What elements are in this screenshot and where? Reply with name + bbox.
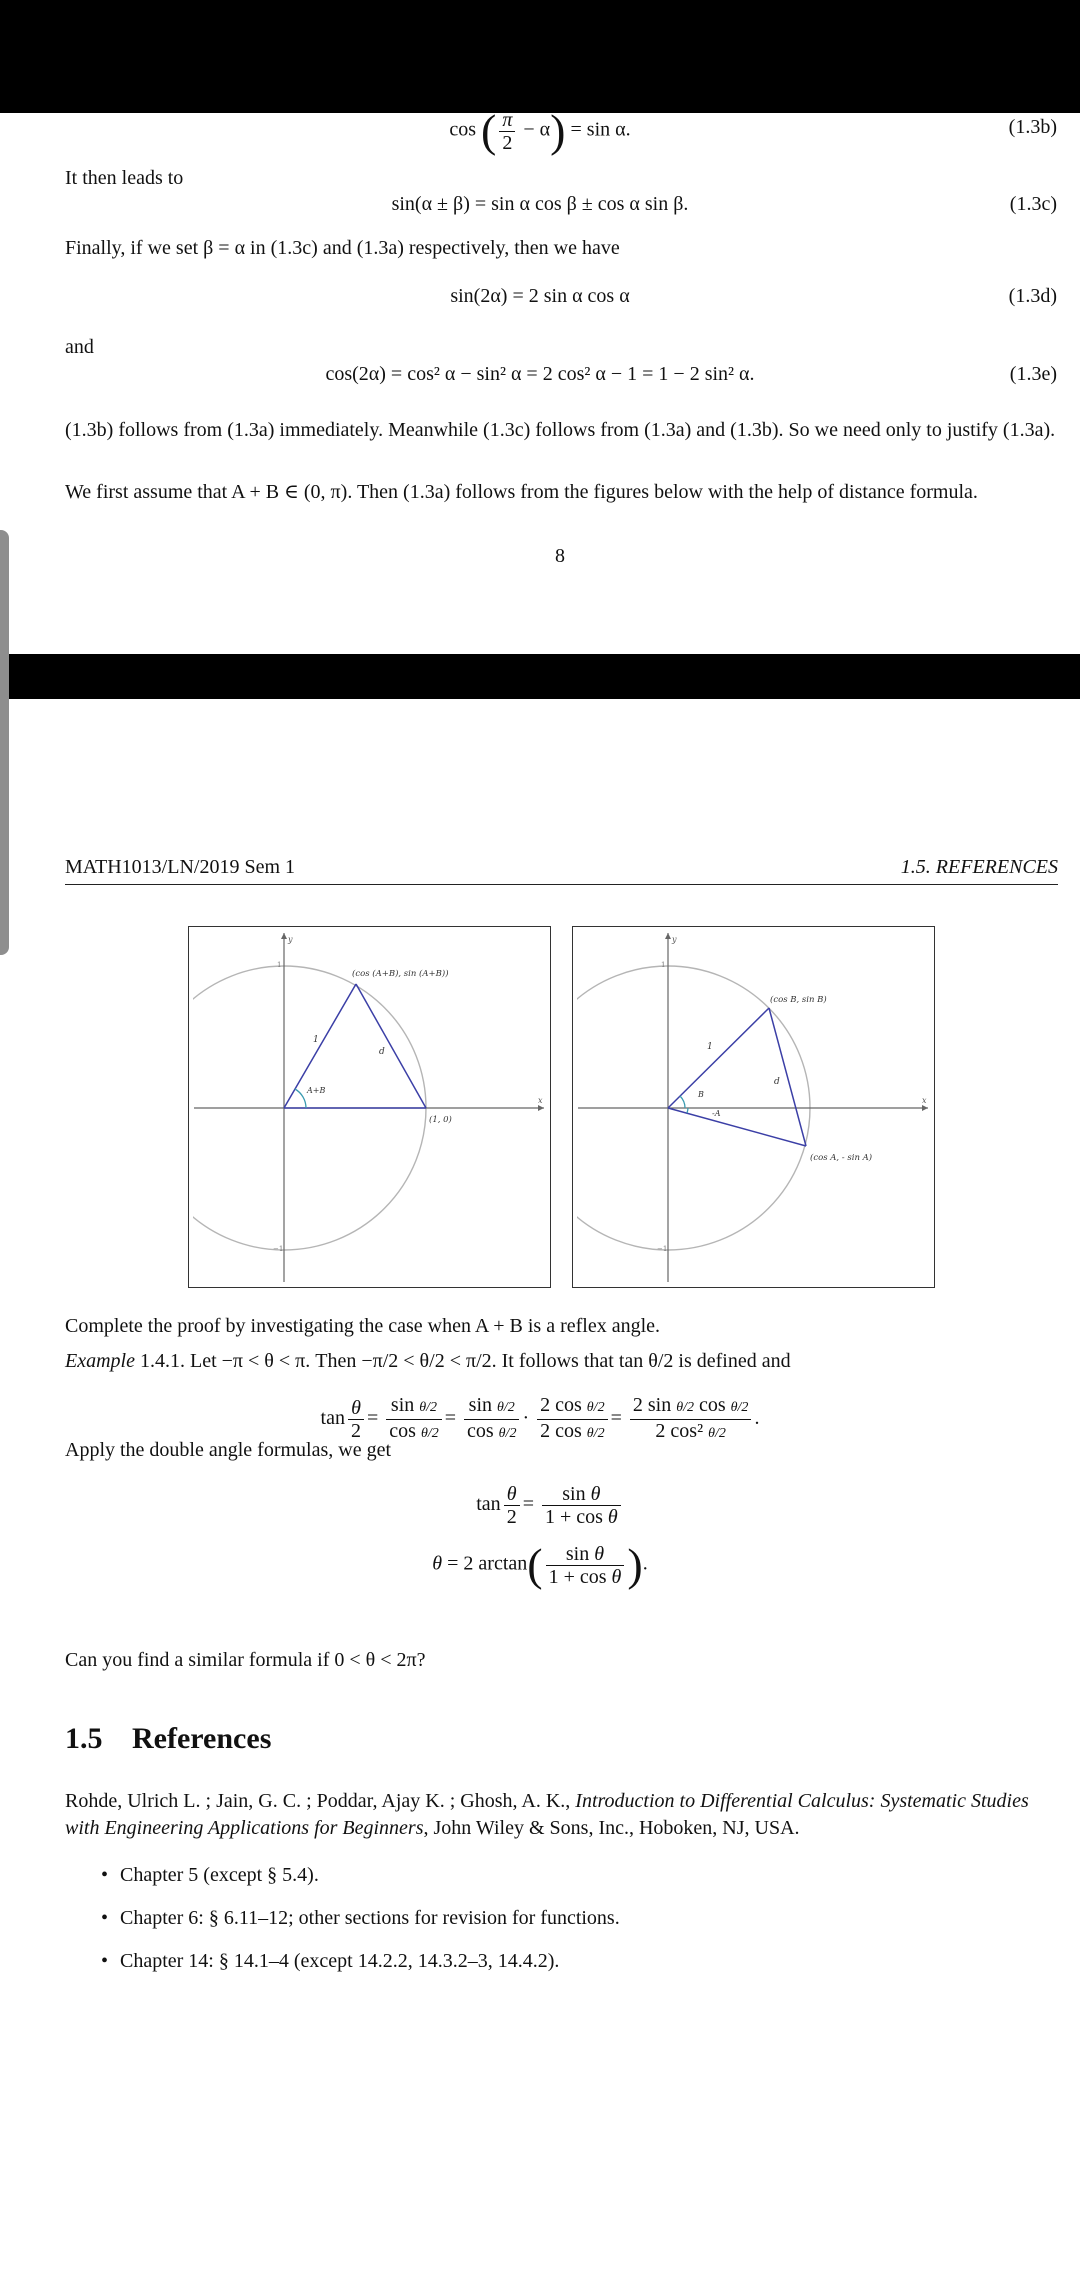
angle-label-b: B [698, 1090, 704, 1099]
reference-publisher: , John Wiley & Sons, Inc., Hoboken, NJ, USA. [423, 1817, 800, 1839]
angle-label-a: -A [712, 1109, 721, 1118]
equation-theta-arctan: θ = 2 arctan( $\frac{\text{sin θ}}{\text{1 + cos θ}}$ ). [432, 1539, 648, 1590]
example-paragraph [65, 1348, 1056, 1375]
angle-label: A+B [307, 1086, 326, 1095]
example-text: Let −π < θ < π. Then −π/2 < θ/2 < π/2. It follows that tan θ/2 is defined and [189, 1350, 791, 1372]
side-label-1: 1 [313, 1035, 319, 1045]
paragraph-follows: (1.3b) follows from (1.3a) immediately. Meanwhile (1.3c) follows from (1.3a) and (1.3b). So we need only to justify (1.3a). [65, 419, 1056, 441]
point-label-top: (cos (A+B), sin (A+B)) [352, 969, 449, 979]
tick-top: 1 [277, 961, 282, 969]
y-axis-label: y [672, 935, 677, 944]
reference-authors: Rohde, Ulrich L. ; Jain, G. C. ; Poddar, Ajay K. ; Ghosh, A. K., [65, 1790, 576, 1812]
paragraph-similar: Can you find a similar formula if 0 < θ < 2π? [65, 1649, 426, 1671]
list-item: • Chapter 14: § 14.1–4 (except 14.2.2, 14.3.2–3, 14.4.2). [80, 1948, 620, 1991]
x-axis-label: x [538, 1096, 543, 1105]
top-black-bar [0, 0, 1080, 113]
equation-number: (1.3d) [1008, 285, 1057, 307]
page-separator-bar [0, 654, 1080, 699]
equation-number: (1.3e) [1009, 363, 1057, 385]
header-right: 1.5. REFERENCES [900, 856, 1058, 878]
point-label-right: (1, 0) [429, 1115, 452, 1125]
scroll-handle[interactable] [0, 530, 9, 955]
equation-number: (1.3b) [1008, 116, 1057, 138]
side-label-d: d [774, 1077, 780, 1087]
equation-1-3c: sin(α ± β) = sin α cos β ± cos α sin β. [391, 193, 689, 215]
figure-unit-circle-b-minus-a [572, 926, 935, 1288]
equation-1-3d: sin(2α) = 2 sin α cos α [450, 285, 630, 307]
equation-tan-half-result: tan $\frac{\theta}{2}$ = $\frac{\text{sin θ}}{\text{1 + cos θ}}$ [0, 1483, 1080, 1528]
section-number: 1.5 [65, 1722, 103, 1755]
reference-book-title: Introduction to Differential Calculus: Systematic Studies with Engineering Applications for Beginners [65, 1790, 1029, 1839]
section-title: References [132, 1722, 272, 1755]
tick-bottom: −1 [273, 1245, 284, 1253]
list-item: • Chapter 5 (except § 5.4). [80, 1862, 620, 1905]
figure-unit-circle-a-plus-b [188, 926, 551, 1288]
paragraph-leads: It then leads to [65, 167, 184, 189]
header-left: MATH1013/LN/2019 Sem 1 [65, 856, 295, 878]
reference-entry [65, 1788, 1056, 1842]
side-label-d: d [379, 1047, 385, 1057]
reference-chapter-list [80, 1862, 620, 1991]
paragraph-reflex: Complete the proof by investigating the case when A + B is a reflex angle. [65, 1315, 661, 1337]
page-number: 8 [555, 545, 565, 567]
equation-1-3e: cos(2α) = cos² α − sin² α = 2 cos² α − 1 = 1 − 2 sin² α. [325, 363, 755, 385]
point-label-top: (cos B, sin B) [770, 995, 827, 1005]
running-header [65, 856, 1058, 885]
tick-bottom: −1 [657, 1245, 668, 1253]
y-axis-label: y [288, 935, 293, 944]
paragraph-assume: We first assume that A + B ∈ (0, π). Then (1.3a) follows from the figures below with the help of distance formula. [65, 481, 978, 503]
section-heading [65, 1722, 271, 1756]
equation-number: (1.3c) [1009, 193, 1057, 215]
paragraph-and: and [65, 336, 94, 358]
tick-top: 1 [661, 961, 666, 969]
side-label-1: 1 [707, 1042, 713, 1052]
paragraph-apply: Apply the double angle formulas, we get [65, 1439, 392, 1461]
list-item: • Chapter 6: § 6.11–12; other sections for revision for functions. [80, 1905, 620, 1948]
example-number: 1.4.1. [139, 1350, 185, 1372]
equation-tan-half-expansion: tan $\frac{\theta}{2}$ = $\frac{\text{sin θ/2}}{\text{cos θ/2}}$ = $\frac{\text{sin θ/2}}{\text{cos θ/2}}$ · $\frac{\text{2 cos θ/2}}{\text{2 cos θ/2}}$ = $\frac{\text{2 sin θ/2 cos θ/2}}{\text{2 cos² θ/2}}$ . [0, 1394, 1080, 1445]
example-label: Example [65, 1350, 135, 1372]
paragraph-finally: Finally, if we set β = α in (1.3c) and (1.3a) respectively, then we have [65, 237, 620, 259]
equation-1-3b: cos ( $\frac{\pi}{2}$ − α) = sin α. [449, 105, 631, 156]
x-axis-label: x [922, 1096, 927, 1105]
point-label-bottom: (cos A, - sin A) [810, 1153, 873, 1163]
